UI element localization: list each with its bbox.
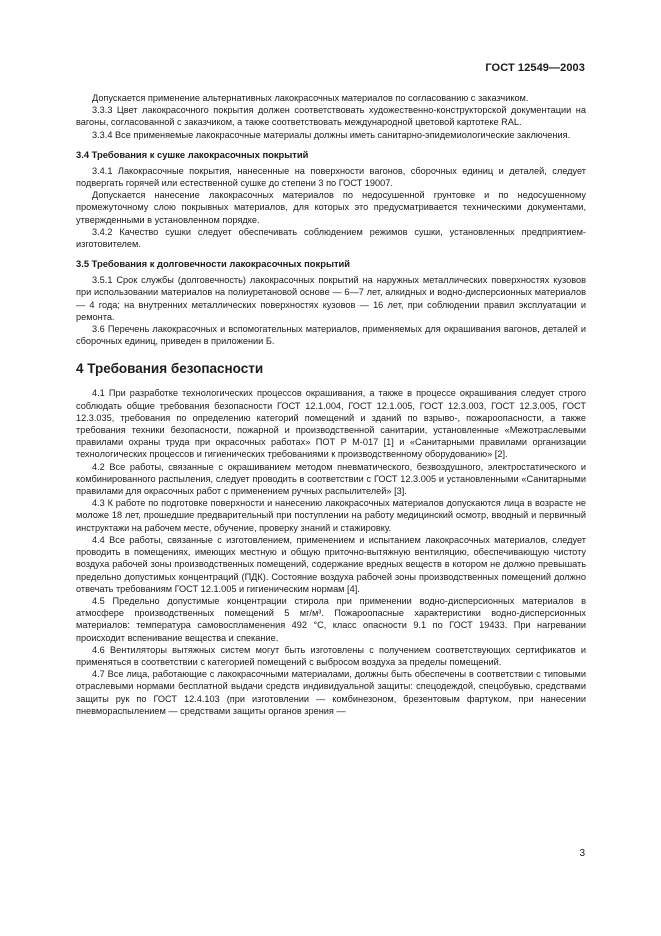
paragraph-3-3-3: 3.3.3 Цвет лакокрасочного покрытия должен соответствовать художественно-конструкторской документации на вагоны, согласованной с заказчиком, а также соответствовать международной цветовой картотеке RAL.: [76, 105, 586, 128]
document-id-header: ГОСТ 12549—2003: [485, 62, 585, 74]
section-3-5-title-text: 3.5 Требования к долговечности лакокрасочных покрытий: [76, 258, 351, 270]
paragraph-3-3-4: 3.3.4 Все применяемые лакокрасочные материалы должны иметь санитарно-эпидемиологические заключения.: [92, 129, 571, 140]
paragraph-3-5-1: 3.5.1 Срок службы (долговечность) лакокрасочных покрытий на наружных металлических поверхностях кузовов при использовании материалов на полиуретановой основе — 6—7 лет, алкидных и водно-дисперсионных материалов — 4 года; на внутренних металлических поверхностях кузовов — 16 лет, при соблюдении правил эксплуатации и ремонта.: [76, 275, 586, 322]
paragraph: Допускается применение альтернативных лакокрасочных материалов по согласованию с заказчиком.: [92, 93, 529, 103]
paragraph-4-2: 4.2 Все работы, связанные с окрашиванием методом пневматического, безвоздушного, электростатического и комбинированного распыления, следует проводить в соответствии с ГОСТ 12.3.005 и установленными «Санитарными правилами для окрасочных работ с применением ручных распылителей» [3].: [76, 461, 586, 497]
paragraph-4-5: 4.5 Предельно допустимые концентрации стирола при применении водно-дисперсионных материалов в атмосфере производственных помещений 5 мг/м³. Пожароопасные характеристики водно-дисперсионных материалов: температура самовоспламенения 492 °С, класс опасности 9.1 по ГОСТ 19433. При нагревании происходит вспенивание вещества и спекание.: [76, 595, 586, 643]
paragraph-4-1: 4.1 При разработке технологических процессов окрашивания, а также в процессе окрашивания следует строго соблюдать общие требования безопасности ГОСТ 12.1.004, ГОСТ 12.1.005, ГОСТ 12.3.003, ГОСТ 12.3.005, ГОСТ 12.3.035, требования по определению категорий помещений и зданий по взрыво-, пожароопасности, а также требования техники безопасности, пожарной и производственной санитарии, установленные «Межотраслевыми правилами охраны труда при окрасочных работах» ПОТ Р М-017 [1] и «Санитарными правилами организации технологических процессов и гигиенических требованиями к производственному оборудованию» [2].: [76, 388, 586, 460]
section-4-title: 4 Требования безопасности: [76, 361, 264, 377]
paragraph-3-6: 3.6 Перечень лакокрасочных и вспомогательных материалов, применяемых для окрашивания вагонов, деталей и сборочных единиц, приведен в приложении Б.: [76, 324, 586, 347]
section-3-5-title: [76, 258, 586, 269]
paragraph-4-7: 4.7 Все лица, работающие с лакокрасочными материалами, должны быть обеспечены в соответствии с типовыми отраслевыми нормами бесплатной выдачи средств индивидуальной защиты: спецодеждой, спецобувью, средствами защиты рук по ГОСТ 12.4.103 (при изготовлении — комбинезоном, брезентовым фартуком, при нанесении пневмораспылением — средствами защиты органов зрения —: [76, 669, 586, 716]
paragraph-4-3: 4.3 К работе по подготовке поверхности и нанесению лакокрасочных материалов допускаются лица в возрасте не моложе 18 лет, прошедшие предварительный при поступлении на работу медицинский осмотр, вводный и первичный инструктажи на рабочем месте, обучение, проверку знаний и стажировку.: [76, 498, 586, 533]
page-content: [76, 92, 586, 717]
paragraph: Допускается нанесение лакокрасочных материалов по недосушенной грунтовке и по недосушенному промежуточному слою покрывных материалов, для которых это предусматривается техническими документами, утвержденными в установленном порядке.: [76, 190, 586, 225]
page-number: 3: [579, 848, 585, 859]
paragraph-4-4: 4.4 Все работы, связанные с изготовлением, применением и испытанием лакокрасочных материалов, следует проводить в помещениях, имеющих местную и общую приточно-вытяжную вентиляцию, обеспечивающую чистоту воздуха рабочей зоны производственных помещений, содержание вредных веществ в котором не должно превышать предельно допустимых концентраций (ПДК). Состояние воздуха рабочей зоны производственных помещений должно отвечать требованиям ГОСТ 12.1.005 и гигиеническим нормам [4].: [76, 534, 586, 594]
section-3-4-title-text: 3.4 Требования к сушке лакокрасочных покрытий: [76, 148, 309, 160]
paragraph-4-6: 4.6 Вентиляторы вытяжных систем могут быть изготовлены с получением соответствующих сертификатов и применяться в соответствии с категорией помещений с выбросом воздуха за пределы помещений.: [76, 644, 586, 667]
paragraph-3-4-2: 3.4.2 Качество сушки следует обеспечивать соблюдением режимов сушки, установленных предприятием-изготовителем.: [76, 226, 586, 250]
section-3-4-title: [76, 149, 586, 160]
paragraph-3-4-1: 3.4.1 Лакокрасочные покрытия, нанесенные на поверхности вагонов, сборочных единиц и деталей, следует подвергать горячей или естественной сушке до степени 3 по ГОСТ 19007.: [76, 165, 586, 189]
